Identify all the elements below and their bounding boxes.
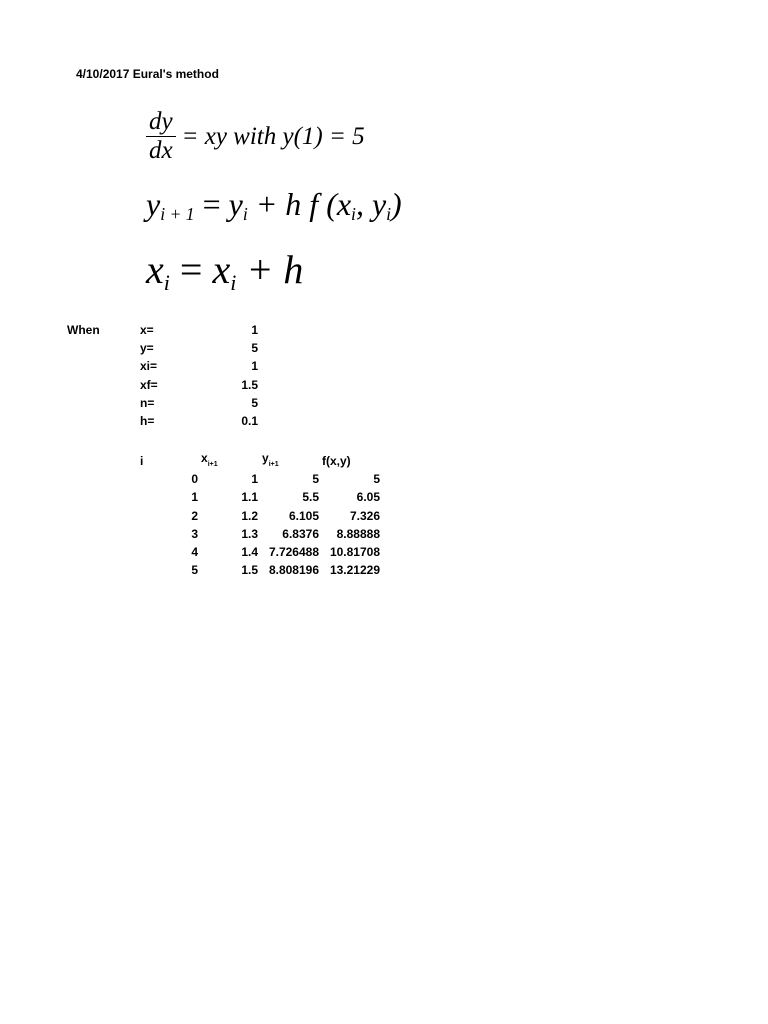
table-cell-x: 1.4 [241, 545, 258, 559]
table-cell-i: 0 [191, 472, 198, 486]
table-header-x [201, 451, 218, 468]
eq2-equals: = [194, 186, 229, 222]
eq2-y2: y [228, 186, 243, 222]
table-header-y-sub: i+1 [268, 461, 279, 468]
table-cell-y: 8.808196 [268, 563, 319, 577]
eq2-y: y [146, 186, 161, 222]
table-cell-x: 1.3 [241, 527, 258, 541]
eq2-sub-i3: i [386, 204, 392, 225]
fraction-denominator: dx [149, 137, 173, 164]
table-cell-x: 1 [251, 472, 258, 486]
table-cell-i: 3 [191, 527, 198, 541]
equation-rhs: = xy with y(1) = 5 [181, 122, 365, 150]
param-label-xi: xi= [140, 359, 158, 373]
table-cell-i: 2 [191, 509, 198, 523]
table-cell-f: 8.88888 [336, 527, 380, 541]
equation-x-step [146, 246, 303, 293]
eq2-rest1: + h f (x [247, 186, 352, 222]
eq2-rest3: ) [391, 186, 402, 222]
table-cell-x: 1.1 [241, 490, 258, 504]
table-cell-y: 6.105 [288, 509, 319, 523]
equation-ode [146, 108, 365, 165]
table-cell-y: 7.726488 [268, 545, 319, 559]
eq3-x: x [146, 247, 164, 292]
param-label-h: h= [140, 414, 155, 428]
table-cell-f: 6.05 [356, 490, 380, 504]
equation-euler-step [146, 186, 402, 223]
table-cell-y: 5 [312, 472, 319, 486]
table-cell-i: 4 [191, 545, 198, 559]
table-header-y [262, 451, 279, 468]
param-label-x: x= [140, 323, 154, 337]
eq2-sub-i-plus-1: i + 1 [160, 204, 195, 225]
table-header-f: f(x,y) [322, 454, 351, 468]
param-value-h: 0.1 [241, 414, 258, 428]
eq2-sub-i2: i [351, 204, 356, 225]
param-value-y: 5 [251, 341, 258, 355]
param-value-xf: 1.5 [241, 378, 258, 392]
table-header-i: i [140, 454, 144, 468]
table-cell-f: 13.21229 [329, 563, 380, 577]
fraction-numerator: dy [149, 108, 173, 135]
table-cell-f: 7.326 [349, 509, 380, 523]
eq3-sub-i2: i [230, 269, 237, 295]
param-label-n: n= [140, 396, 155, 410]
param-value-x: 1 [251, 323, 258, 337]
table-cell-x: 1.2 [241, 509, 258, 523]
param-label-xf: xf= [140, 378, 158, 392]
param-value-xi: 1 [251, 359, 258, 373]
table-cell-f: 10.81708 [329, 545, 380, 559]
eq3-sub-i: i [163, 269, 170, 295]
table-header-x-letter: x [201, 451, 208, 465]
table-cell-x: 1.5 [241, 563, 258, 577]
table-cell-y: 5.5 [302, 490, 319, 504]
param-label-y: y= [140, 341, 154, 355]
eq3-x2: x [212, 247, 231, 292]
eq2-rest2: , y [355, 186, 387, 222]
param-value-n: 5 [251, 396, 258, 410]
table-cell-f: 5 [373, 472, 380, 486]
eq3-rest: + h [236, 247, 304, 292]
table-cell-i: 5 [191, 563, 198, 577]
when-label: When [67, 323, 100, 337]
table-header-x-sub: i+1 [207, 461, 218, 468]
eq3-equals: = [169, 247, 213, 292]
eq2-sub-i: i [242, 204, 248, 225]
page-title: 4/10/2017 Eural's method [76, 67, 219, 81]
table-header-y-letter: y [262, 451, 269, 465]
derivative-fraction [146, 108, 176, 165]
table-cell-i: 1 [191, 490, 198, 504]
table-cell-y: 6.8376 [282, 527, 319, 541]
